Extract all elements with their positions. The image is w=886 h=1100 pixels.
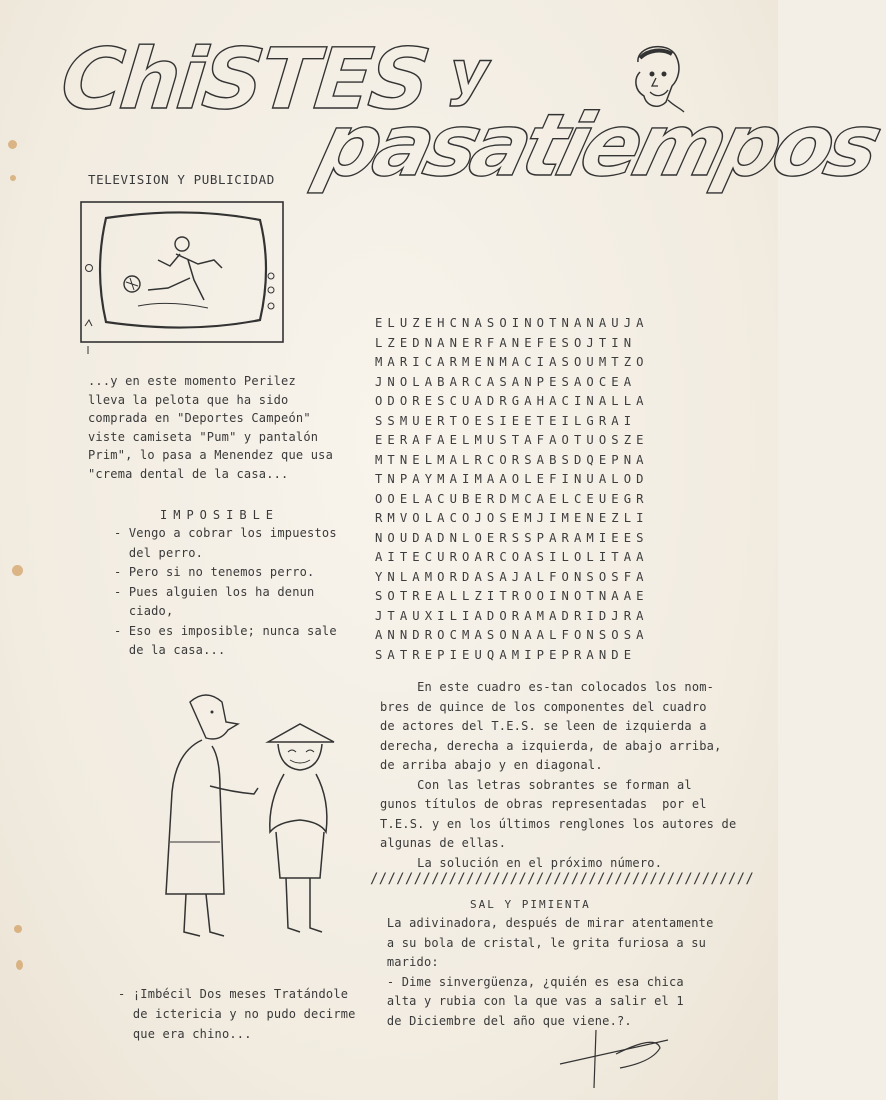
imposible-joke-text: - Vengo a cobrar los impuestos del perro. - Pero si no tenemos perro. - Pues alguien los ha denun ciado, - Eso es imposible; nunca sale de la casa... <box>114 526 337 657</box>
rust-stain <box>16 960 23 970</box>
word-search-grid: ELUZEHCNASOINOTNANAUJA LZEDNANERFANEFESOJTIN MARICARMENMACIASOUMTZO JNOLABARCASANPESAOCEA ODORESCUADRGAHACINALLA SSMUERTOESIEETEILGRAI EERAFAELMUSTAFAOTUOSZE MTNELMALRCORSABSDQEPNA TNPAYMAIMAAOLEFINUALOD OOELACUBERDMCAELCEUEGR RMVOLACOJOSEMJIMENEZLI NOUDADNLOERSSPARAMIEES AITECUROARCOASILOLITAA YNLAMORDASAJALFONSOSFA SOTREALLZITROOINOTNAAE JTAUXILIADORAMADRIDJRA ANNDROCMASONAALFONSOSA SATREPIEUQAMIPEPRANDE <box>375 316 649 662</box>
slash-divider: //////////////////////////////////////////// <box>370 871 755 887</box>
section-heading-imposible: IMPOSIBLE <box>160 508 280 522</box>
word-search-instructions: En este cuadro es-tan colocados los nom- bres de quince de los componentes del cuadro de actores del T.E.S. se leen de izquierda a derecha, derecha a izquierda, de abajo arriba, de arriba abajo y en diagonal. Con las letras sobrantes se forman al gunos títulos de obras representadas por el T.E.S. y en los últimos renglones los autores de algunas de ellas. La solución en el próximo número. <box>380 680 737 870</box>
imbecil-joke-text: - ¡Imbécil Dos meses Tratándole de ictericia y no pudo decirme que era chino... <box>118 987 356 1041</box>
tv-joke-text: ...y en este momento Perilez lleva la pelota que ha sido comprada en "Deportes Campeón" viste camiseta "Pum" y pantalón Prim", lo pasa a Menendez que usa "crema dental de la casa... <box>88 374 334 481</box>
header-title-y: y <box>450 38 490 108</box>
rust-stain <box>14 925 22 933</box>
rust-stain <box>10 175 16 181</box>
caricature-head-icon <box>628 40 688 114</box>
signature-scribble <box>556 1024 676 1090</box>
cartoon-two-men <box>150 682 350 952</box>
header-title-chistes: ChiSTES <box>56 30 433 128</box>
rust-stain <box>8 140 17 149</box>
rust-stain <box>12 565 23 576</box>
sal-pimienta-text: La adivinadora, después de mirar atentamente a su bola de cristal, le grita furiosa a su marido: - Dime sinvergüenza, ¿quién es esa chica alta y rubia con la que vas a salir el 1 de Diciembre del año que viene.?. <box>386 916 714 1028</box>
section-heading-television: TELEVISION Y PUBLICIDAD <box>88 172 275 187</box>
television-drawing <box>78 198 288 358</box>
section-heading-sal-y-pimienta: SAL Y PIMIENTA <box>470 898 591 911</box>
header-title-pasatiempos: pasatiempos <box>307 96 886 196</box>
